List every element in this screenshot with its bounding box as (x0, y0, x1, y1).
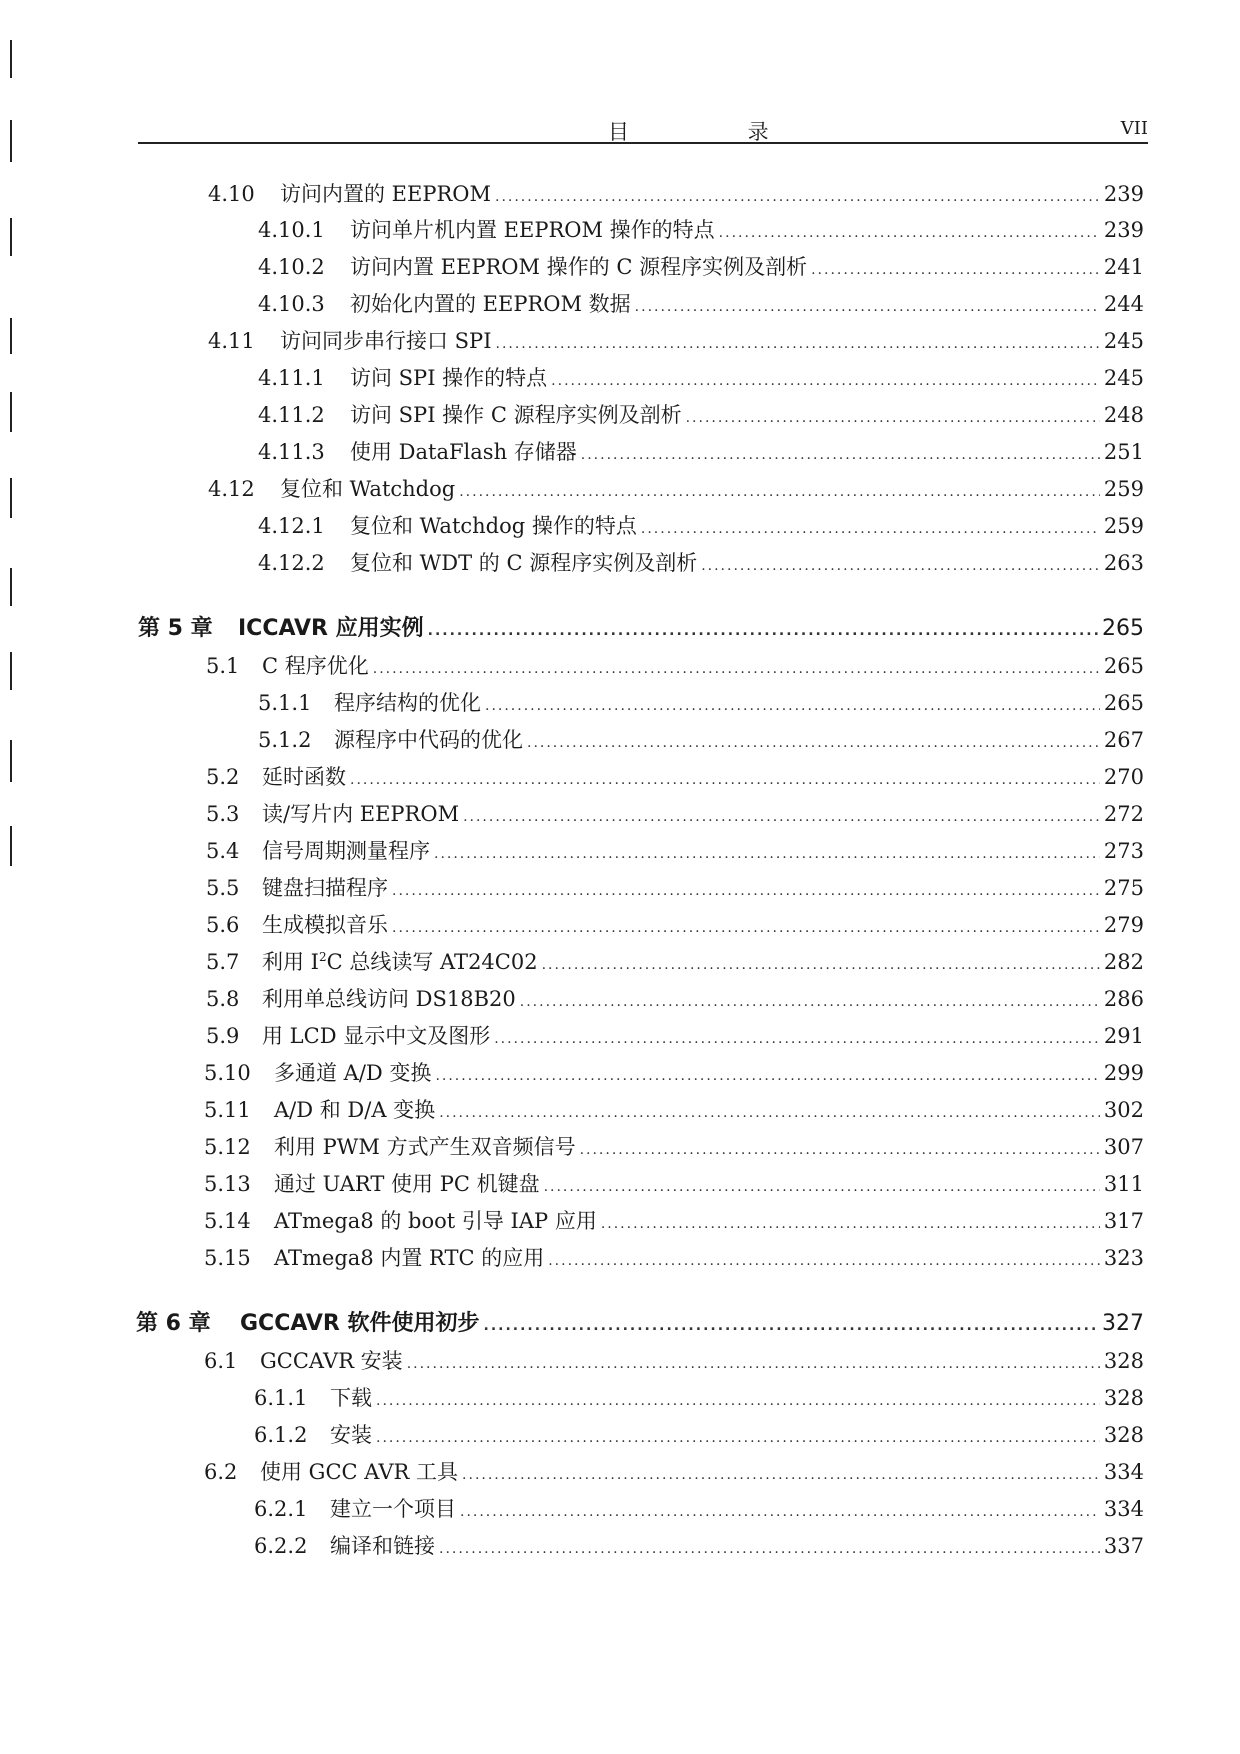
toc-entry[interactable]: 4.10.3 初始化内置的 EEPROM 数据 ..... 244 (258, 288, 1144, 320)
toc-entry[interactable]: 4.11 访问同步串行接口 SPI ..... 245 (208, 325, 1144, 357)
toc-entry[interactable]: 4.10.2 访问内置 EEPROM 操作的 C 源程序实例及剖析 ..... 241 (258, 251, 1144, 283)
toc-entry[interactable]: 5.6 生成模拟音乐 ..... 279 (206, 909, 1144, 941)
header-page-number: VII (1120, 118, 1148, 139)
toc-entry[interactable]: 5.11 A/D 和 D/A 变换 ..... 302 (204, 1094, 1144, 1126)
toc-chapter-5[interactable]: 第 5 章 ICCAVR 应用实例 ..... 265 (138, 613, 1144, 645)
toc-entry[interactable]: 6.2 使用 GCC AVR 工具 ..... 334 (204, 1456, 1144, 1488)
toc-entry[interactable]: 5.5 键盘扫描程序 ..... 275 (206, 872, 1144, 904)
toc-entry[interactable]: 5.14 ATmega8 的 boot 引导 IAP 应用 ..... 317 (204, 1205, 1144, 1237)
toc-entry[interactable]: 4.12.2 复位和 WDT 的 C 源程序实例及剖析 ..... 263 (258, 547, 1144, 579)
toc-entry[interactable]: 4.11.2 访问 SPI 操作 C 源程序实例及剖析 ..... 248 (258, 399, 1144, 431)
toc-entry[interactable]: 5.3 读/写片内 EEPROM ..... 272 (206, 798, 1144, 830)
toc-entry[interactable]: 5.1.1 程序结构的优化 ..... 265 (258, 687, 1144, 719)
toc-entry[interactable]: 5.12 利用 PWM 方式产生双音频信号 ..... 307 (204, 1131, 1144, 1163)
toc-entry[interactable]: 4.12.1 复位和 Watchdog 操作的特点 ..... 259 (258, 510, 1144, 542)
toc-entry[interactable]: 6.2.1 建立一个项目 ..... 334 (254, 1493, 1144, 1525)
toc-entry[interactable]: 6.1.1 下载 ..... 328 (254, 1382, 1144, 1414)
toc-chapter-6[interactable]: 第 6 章 GCCAVR 软件使用初步 ..... 327 (136, 1308, 1144, 1340)
toc-entry[interactable]: 4.10.1 访问单片机内置 EEPROM 操作的特点 ..... 239 (258, 214, 1144, 246)
toc-entry[interactable]: 4.10 访问内置的 EEPROM ..... 239 (208, 178, 1144, 210)
toc-entry[interactable]: 5.1.2 源程序中代码的优化 ..... 267 (258, 724, 1144, 756)
toc-entry[interactable]: 6.2.2 编译和链接 ..... 337 (254, 1530, 1144, 1562)
toc-entry[interactable]: 5.4 信号周期测量程序 ..... 273 (206, 835, 1144, 867)
toc-entry[interactable]: 5.13 通过 UART 使用 PC 机键盘 ..... 311 (204, 1168, 1144, 1200)
toc-entry[interactable]: 4.12 复位和 Watchdog ..... 259 (208, 473, 1144, 505)
toc-entry[interactable]: 4.11.1 访问 SPI 操作的特点 ..... 245 (258, 362, 1144, 394)
toc-entry[interactable]: 5.2 延时函数 ..... 270 (206, 761, 1144, 793)
toc-entry[interactable]: 5.15 ATmega8 内置 RTC 的应用 ..... 323 (204, 1242, 1144, 1274)
toc-entry[interactable]: 6.1.2 安装 ..... 328 (254, 1419, 1144, 1451)
toc-entry[interactable]: 5.9 用 LCD 显示中文及图形 ..... 291 (206, 1020, 1144, 1052)
toc-entry[interactable]: 5.7 利用 $I^2C$ 总线读写 AT24C02 ..... 282 (206, 946, 1144, 978)
toc-entry[interactable]: 6.1 GCCAVR 安装 ..... 328 (204, 1345, 1144, 1377)
toc-entry[interactable]: 5.10 多通道 A/D 变换 ..... 299 (204, 1057, 1144, 1089)
toc-entry[interactable]: 5.8 利用单总线访问 DS18B20 ..... 286 (206, 983, 1144, 1015)
header-title: 目 录 (608, 120, 825, 144)
toc-entry[interactable]: 5.1 C 程序优化 ..... 265 (206, 650, 1144, 682)
toc-entry[interactable]: 4.11.3 使用 DataFlash 存储器 ..... 251 (258, 436, 1144, 468)
